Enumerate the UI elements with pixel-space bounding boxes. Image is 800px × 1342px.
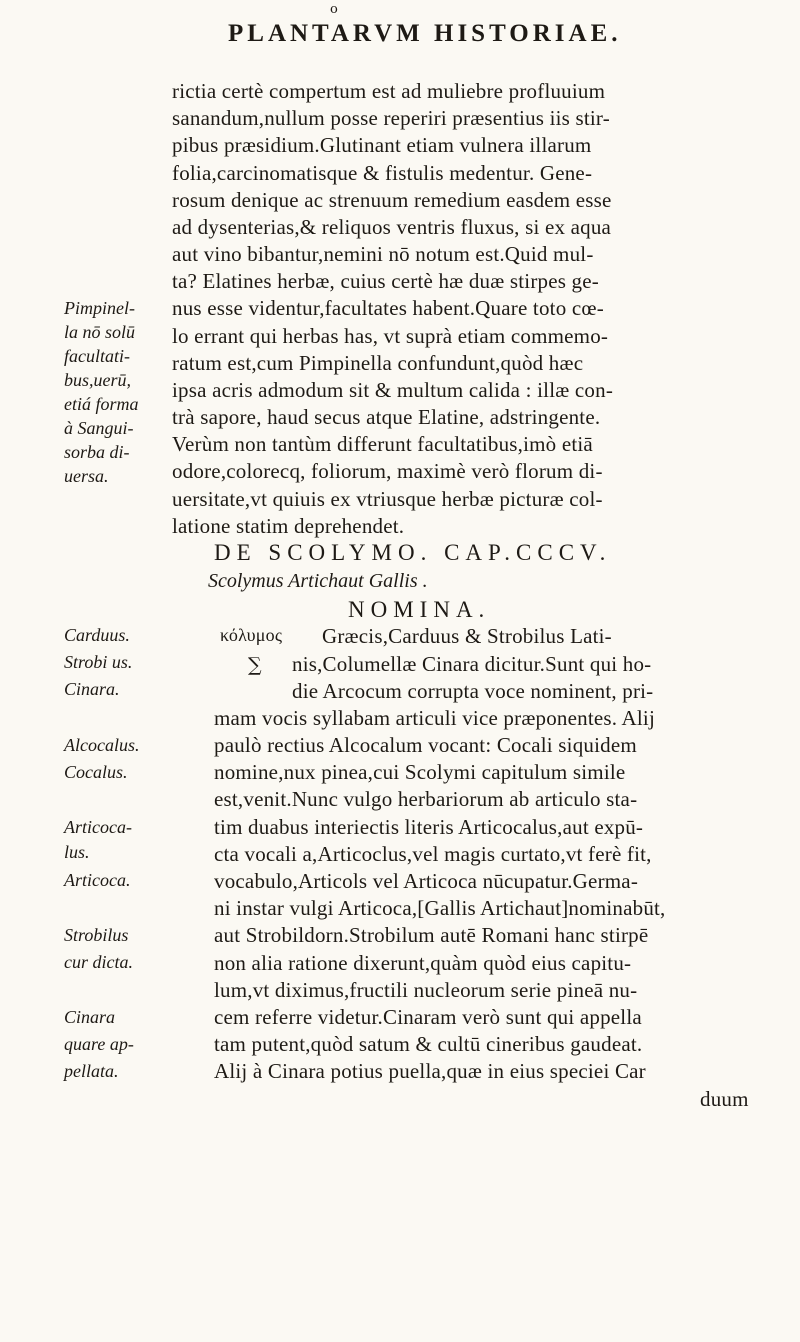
body-line: nis,Columellæ Cinara dicitur.Sunt qui ho- (292, 652, 652, 676)
body-line: ni instar vulgi Articoca,[Gallis Artichaut]nominabūt, (214, 896, 666, 920)
margin-note: Articoca. (64, 870, 131, 890)
body-line: paulò rectius Alcocalum vocant: Cocali siquidem (214, 733, 637, 757)
body-line: Alij à Cinara potius puella,quæ in eius speciei Car (214, 1059, 646, 1083)
body-line: lum,vt diximus,fructili nucleorum serie pineā nu- (214, 978, 638, 1002)
body-line: odore,colorecq, foliorum, maximè verò florum di- (172, 459, 603, 483)
body-line: ipsa acris admodum sit & multum calida : illæ con- (172, 378, 614, 402)
margin-note: quare ap- (64, 1034, 134, 1054)
body-line: mam vocis syllabam articuli vice præponentes. Alij (214, 706, 655, 730)
body-line: rosum denique ac strenuum remedium easdem esse (172, 188, 612, 212)
running-head: PLANTARVM HISTORIAE. (228, 20, 622, 47)
body-line: Verùm non tantùm differunt facultatibus,imò etiā (172, 432, 593, 456)
margin-note: bus,uerū, (64, 370, 131, 390)
body-line: ratum est,cum Pimpinella confundunt,quòd hæc (172, 351, 584, 375)
body-line: ad dysenterias,& reliquos ventris fluxus, si ex aqua (172, 215, 612, 239)
body-line: ta? Elatines herbæ, cuius certè hæ duæ stirpes ge- (172, 269, 599, 293)
margin-note: facultati- (64, 346, 130, 366)
margin-note: etiá forma (64, 394, 139, 414)
margin-note: Carduus. (64, 625, 130, 645)
body-line: aut vino bibantur,nemini nō notum est.Quid mul- (172, 242, 594, 266)
body-line: aut Strobildorn.Strobilum autē Romani hanc stirpē (214, 923, 649, 947)
body-line: non alia ratione dixerunt,quàm quòd eius capitu- (214, 951, 632, 975)
margin-note: Cocalus. (64, 762, 128, 782)
body-line: sanandum,nullum posse reperiri præsentius iis stir- (172, 106, 610, 130)
body-line: cta vocali a,Articoclus,vel magis curtato,vt ferè fit, (214, 842, 652, 866)
body-line: lo errant qui herbas has, vt suprà etiam commemo- (172, 324, 609, 348)
margin-note: Cinara (64, 1007, 116, 1027)
body-line: uersitate,vt quiuis ex vtriusque herbæ picturæ col- (172, 487, 603, 511)
body-line: nus esse videntur,facultates habent.Quare toto cœ- (172, 296, 604, 320)
catchword: duum (700, 1087, 749, 1111)
margin-note: Strobilus (64, 925, 129, 945)
margin-note: sorba di- (64, 442, 130, 462)
margin-note: pellata. (64, 1061, 119, 1081)
body-line: tim duabus interiectis literis Articocalus,aut expū- (214, 815, 644, 839)
margin-note: à Sangui- (64, 418, 134, 438)
margin-note: la nō solū (64, 322, 136, 342)
nomina-heading: NOMINA. (348, 597, 491, 622)
margin-note: Articoca- (64, 817, 132, 837)
chapter-heading: DE SCOLYMO. CAP.CCCV. (214, 540, 612, 565)
body-line: folia,carcinomatisque & fistulis medentur. Gene- (172, 161, 593, 185)
margin-note: uersa. (64, 466, 109, 486)
greek-word: κόλυμος (220, 625, 283, 645)
body-line: die Arcocum corrupta voce nominent, pri- (292, 679, 654, 703)
body-line: latione statim deprehendet. (172, 514, 405, 538)
body-line: trà sapore, haud secus atque Elatine, adstringente. (172, 405, 601, 429)
body-line: nomine,nux pinea,cui Scolymi capitulum simile (214, 760, 626, 784)
top-mark: o (330, 2, 338, 17)
body-line: tam putent,quòd satum & cultū cineribus gaudeat. (214, 1032, 643, 1056)
printer-glyph-icon: ∑ (248, 654, 262, 676)
body-line: est,venit.Nunc vulgo herbariorum ab articulo sta- (214, 787, 638, 811)
margin-note: Pimpinel- (64, 298, 135, 318)
margin-note: Alcocalus. (64, 735, 140, 755)
body-line: rictia certè compertum est ad muliebre profluuium (172, 79, 606, 103)
chapter-subheading: Scolymus Artichaut Gallis . (208, 570, 428, 592)
margin-note: Cinara. (64, 679, 120, 699)
body-line: Græcis,Carduus & Strobilus Lati- (322, 624, 612, 648)
margin-note: lus. (64, 842, 90, 862)
body-line: cem referre videtur.Cinaram verò sunt qui appella (214, 1005, 642, 1029)
body-line: pibus præsidium.Glutinant etiam vulnera illarum (172, 133, 592, 157)
body-line: vocabulo,Articols vel Articoca nūcupatur.Germa- (214, 869, 639, 893)
margin-note: Strobi us. (64, 652, 133, 672)
margin-note: cur dicta. (64, 952, 133, 972)
